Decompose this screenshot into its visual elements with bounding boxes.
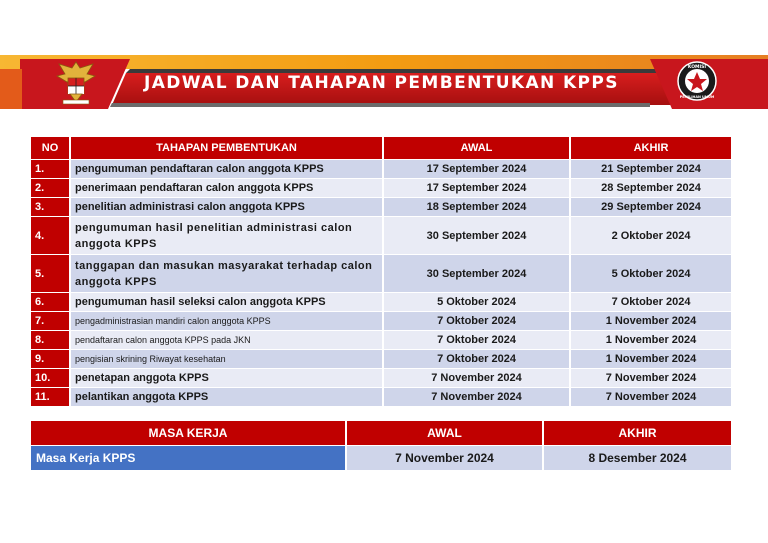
row-end: 29 September 2024 bbox=[571, 197, 731, 216]
masa-kerja-header-row bbox=[31, 421, 731, 445]
row-start: 17 September 2024 bbox=[384, 178, 571, 197]
col-header-stage: TAHAPAN PEMBENTUKAN bbox=[71, 137, 384, 159]
table-row bbox=[31, 445, 731, 470]
row-end: 5 Oktober 2024 bbox=[571, 254, 731, 292]
masa-kerja-start: 7 November 2024 bbox=[347, 445, 544, 470]
kpu-text-bottom: PEMILIHAN UMUM bbox=[679, 95, 715, 99]
masa-kerja-table bbox=[31, 421, 731, 470]
row-number: 1. bbox=[31, 159, 71, 178]
masa-kerja-label: Masa Kerja KPPS bbox=[31, 445, 347, 470]
table-row bbox=[31, 292, 731, 311]
row-stage: pendaftaran calon anggota KPPS pada JKN bbox=[71, 330, 384, 349]
col-header-start: AWAL bbox=[384, 137, 571, 159]
row-start: 30 September 2024 bbox=[384, 216, 571, 254]
row-stage: pelantikan anggota KPPS bbox=[71, 387, 384, 406]
col-header-no: NO bbox=[31, 137, 71, 159]
header-banner bbox=[0, 55, 768, 111]
masa-col-header-label: MASA KERJA bbox=[31, 421, 347, 445]
table-row bbox=[31, 159, 731, 178]
schedule-header-row bbox=[31, 137, 731, 159]
row-start: 7 November 2024 bbox=[384, 368, 571, 387]
row-stage: penelitian administrasi calon anggota KPPS bbox=[71, 197, 384, 216]
masa-col-header-end: AKHIR bbox=[544, 421, 731, 445]
row-end: 7 November 2024 bbox=[571, 368, 731, 387]
row-end: 1 November 2024 bbox=[571, 311, 731, 330]
row-start: 7 Oktober 2024 bbox=[384, 330, 571, 349]
row-stage: penetapan anggota KPPS bbox=[71, 368, 384, 387]
row-start: 7 November 2024 bbox=[384, 387, 571, 406]
row-end: 28 September 2024 bbox=[571, 178, 731, 197]
row-start: 7 Oktober 2024 bbox=[384, 311, 571, 330]
table-row bbox=[31, 197, 731, 216]
row-number: 9. bbox=[31, 349, 71, 368]
row-start: 5 Oktober 2024 bbox=[384, 292, 571, 311]
row-number: 7. bbox=[31, 311, 71, 330]
row-stage: pengisian skrining Riwayat kesehatan bbox=[71, 349, 384, 368]
row-start: 18 September 2024 bbox=[384, 197, 571, 216]
row-stage: penerimaan pendaftaran calon anggota KPPS bbox=[71, 178, 384, 197]
row-end: 1 November 2024 bbox=[571, 349, 731, 368]
row-stage: tanggapan dan masukan masyarakat terhadap calon anggota KPPS bbox=[71, 254, 384, 292]
page-title: JADWAL DAN TAHAPAN PEMBENTUKAN KPPS bbox=[144, 73, 619, 93]
table-row bbox=[31, 387, 731, 406]
row-stage: pengumuman hasil penelitian administrasi calon anggota KPPS bbox=[71, 216, 384, 254]
row-number: 8. bbox=[31, 330, 71, 349]
row-stage: pengumuman pendaftaran calon anggota KPPS bbox=[71, 159, 384, 178]
col-header-end: AKHIR bbox=[571, 137, 731, 159]
masa-col-header-start: AWAL bbox=[347, 421, 544, 445]
schedule-table bbox=[31, 137, 731, 406]
row-end: 21 September 2024 bbox=[571, 159, 731, 178]
table-row bbox=[31, 254, 731, 292]
garuda-emblem-icon bbox=[53, 58, 99, 106]
table-row bbox=[31, 216, 731, 254]
row-stage: pengumuman hasil seleksi calon anggota KPPS bbox=[71, 292, 384, 311]
row-number: 11. bbox=[31, 387, 71, 406]
row-end: 7 November 2024 bbox=[571, 387, 731, 406]
row-end: 7 Oktober 2024 bbox=[571, 292, 731, 311]
row-number: 6. bbox=[31, 292, 71, 311]
row-number: 5. bbox=[31, 254, 71, 292]
row-start: 17 September 2024 bbox=[384, 159, 571, 178]
row-start: 7 Oktober 2024 bbox=[384, 349, 571, 368]
table-row bbox=[31, 178, 731, 197]
row-stage: pengadministrasian mandiri calon anggota KPPS bbox=[71, 311, 384, 330]
row-number: 10. bbox=[31, 368, 71, 387]
masa-kerja-end: 8 Desember 2024 bbox=[544, 445, 731, 470]
table-row bbox=[31, 311, 731, 330]
table-row bbox=[31, 330, 731, 349]
table-row bbox=[31, 368, 731, 387]
table-row bbox=[31, 349, 731, 368]
row-number: 4. bbox=[31, 216, 71, 254]
row-start: 30 September 2024 bbox=[384, 254, 571, 292]
row-number: 2. bbox=[31, 178, 71, 197]
row-number: 3. bbox=[31, 197, 71, 216]
row-end: 2 Oktober 2024 bbox=[571, 216, 731, 254]
kpu-logo-icon bbox=[676, 59, 718, 105]
row-end: 1 November 2024 bbox=[571, 330, 731, 349]
kpu-text-top: KOMISI bbox=[687, 65, 707, 70]
